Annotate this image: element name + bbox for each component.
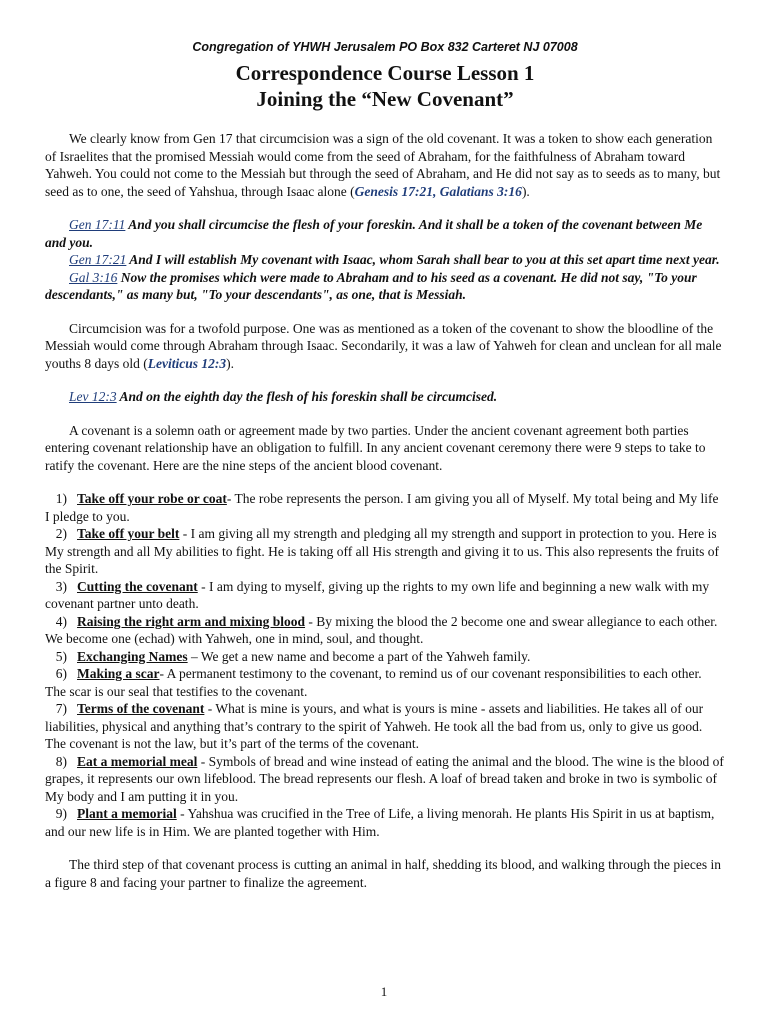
page-title: Correspondence Course Lesson 1 <box>235 61 535 85</box>
list-item <box>45 665 725 700</box>
circumcision-end: ). <box>226 355 234 371</box>
verse-lev-12-3 <box>45 388 725 406</box>
list-item <box>45 490 725 525</box>
closing-paragraph: The third step of that covenant process is cutting an animal in half, shedding its blood, and walking through the pieces in a figure 8 and facing your partner to finalize the agreement. <box>45 857 721 890</box>
verse-text: Now the promises which were made to Abraham and to his seed as a covenant. He did not say, "To your descendants," as many but, "To your descendants", as one, that is Messiah. <box>45 269 697 302</box>
step-text: - Yahshua was crucified in the Tree of Life, a living menorah. He plants His Spirit in us at baptism, and our new life is in Him. We are planted together with Him. <box>45 806 715 839</box>
intro-paragraph <box>45 130 725 200</box>
letterhead: Congregation of YHWH Jerusalem PO Box 832 Carteret NJ 07008 <box>192 40 578 54</box>
page-subtitle: Joining the “New Covenant” <box>256 87 514 111</box>
list-item <box>45 753 725 806</box>
step-number: 9) <box>55 806 67 821</box>
list-item <box>45 578 725 613</box>
step-title: Exchanging Names <box>77 648 188 664</box>
circumcision-paragraph <box>45 320 725 373</box>
verse-gen-17-21 <box>45 251 725 269</box>
verse-ref-link[interactable]: Gen 17:11 <box>69 217 126 232</box>
step-title: Raising the right arm and mixing blood <box>77 613 306 629</box>
step-number: 6) <box>55 666 67 681</box>
intro-end: ). <box>521 183 530 199</box>
circumcision-text: Circumcision was for a twofold purpose. One was as mentioned as a token of the covenant to show the bloodline of the Messiah would come through Abraham through Isaac. Secondarily, it was a law of Yahweh for clean and unclean for all male youths 8 days old ( <box>45 320 722 371</box>
step-text: - Symbols of bread and wine instead of eating the animal and the blood. The wine is the blood of grapes, it represents our own lifeblood. The bread represents our flesh. A loaf of bread taken and broke in two is symbolic of My body and I am putting it in you. <box>45 753 724 804</box>
step-text: – We get a new name and become a part of the Yahweh family. <box>187 648 531 664</box>
step-text: - The robe represents the person. I am giving you all of Myself. My total being and My life I pledge to you. <box>45 491 719 524</box>
step-title: Making a scar <box>77 666 160 681</box>
step-text: - By mixing the blood the 2 become one and swear allegiance to each other. We become one (echad) with Yahweh, one in mind, soul, and thought. <box>45 613 718 646</box>
step-title: Eat a memorial meal <box>77 753 198 769</box>
circumcision-citation: Leviticus 12:3 <box>147 355 227 371</box>
list-item <box>45 525 725 578</box>
intro-text: We clearly know from Gen 17 that circumcision was a sign of the old covenant. It was a token to show each generation of Israelites that the promised Messiah would come from the seed of Abraham, for the faithfulness of Abraham toward Yahweh. You could not come to the Messiah but through the seed of Abraham, and He did not say as to seeds as to many, but seed as to one, the seed of Yahshua, through Isaac alone ( <box>45 131 721 199</box>
step-title: Terms of the covenant <box>77 701 205 716</box>
step-number: 3) <box>55 578 67 594</box>
list-item <box>45 648 725 666</box>
verse-text: And I will establish My covenant with Isaac, whom Sarah shall bear to you at this set apart time next year. <box>126 252 720 267</box>
step-number: 5) <box>55 648 67 664</box>
verse-ref-link[interactable]: Gal 3:16 <box>69 269 118 285</box>
step-number: 2) <box>55 526 67 541</box>
page-number: 1 <box>380 984 388 999</box>
document-page <box>45 40 725 891</box>
list-item <box>45 700 725 753</box>
covenant-steps-list <box>45 490 725 840</box>
step-number: 4) <box>55 613 67 629</box>
step-text: - I am giving all my strength and pledging all my strength and support in protection to you. Here is My strength and all My abilities to fight. He is taking off all His strength and giving it to us. This also represents the fruits of the Spirit. <box>45 526 720 576</box>
covenant-paragraph: A covenant is a solemn oath or agreement made by two parties. Under the ancient covenant agreement both parties entering covenant relationship have an obligation to fulfill. In any ancient covenant ceremony there were 9 steps to take to ratify the covenant. Here are the nine steps of the ancient blood covenant. <box>45 422 706 473</box>
step-title: Take off your robe or coat <box>77 491 227 506</box>
list-item <box>45 613 725 648</box>
step-number: 8) <box>55 753 67 769</box>
verse-ref-link[interactable]: Gen 17:21 <box>69 252 127 267</box>
verse-gal-3-16 <box>45 269 725 304</box>
step-text: - I am dying to myself, giving up the rights to my own life and beginning a new walk with my covenant partner unto death. <box>45 578 710 611</box>
step-title: Plant a memorial <box>77 806 177 821</box>
step-title: Take off your belt <box>77 526 180 541</box>
verse-ref-link[interactable]: Lev 12:3 <box>69 389 117 404</box>
step-number: 1) <box>55 491 67 506</box>
verse-text: And on the eighth day the flesh of his foreskin shall be circumcised. <box>116 389 498 404</box>
step-text: - A permanent testimony to the covenant, to remind us of our covenant responsibilities to each other. The scar is our seal that testifies to the covenant. <box>45 666 702 699</box>
list-item <box>45 805 725 840</box>
step-number: 7) <box>55 701 67 716</box>
step-title: Cutting the covenant <box>77 578 198 594</box>
step-text: - What is mine is yours, and what is yours is mine - assets and liabilities. He takes all of our liabilities, physical and anything that’s contrary to the spirit of Yahweh. He took all the bad from us, only to give us good. The covenant is not the law, but it’s part of the terms of the covenant. <box>45 701 704 751</box>
intro-citation: Genesis 17:21, Galatians 3:16 <box>354 183 522 199</box>
verse-text: And you shall circumcise the flesh of your foreskin. And it shall be a token of the covenant between Me and you. <box>45 217 703 250</box>
verse-gen-17-11 <box>45 216 725 251</box>
